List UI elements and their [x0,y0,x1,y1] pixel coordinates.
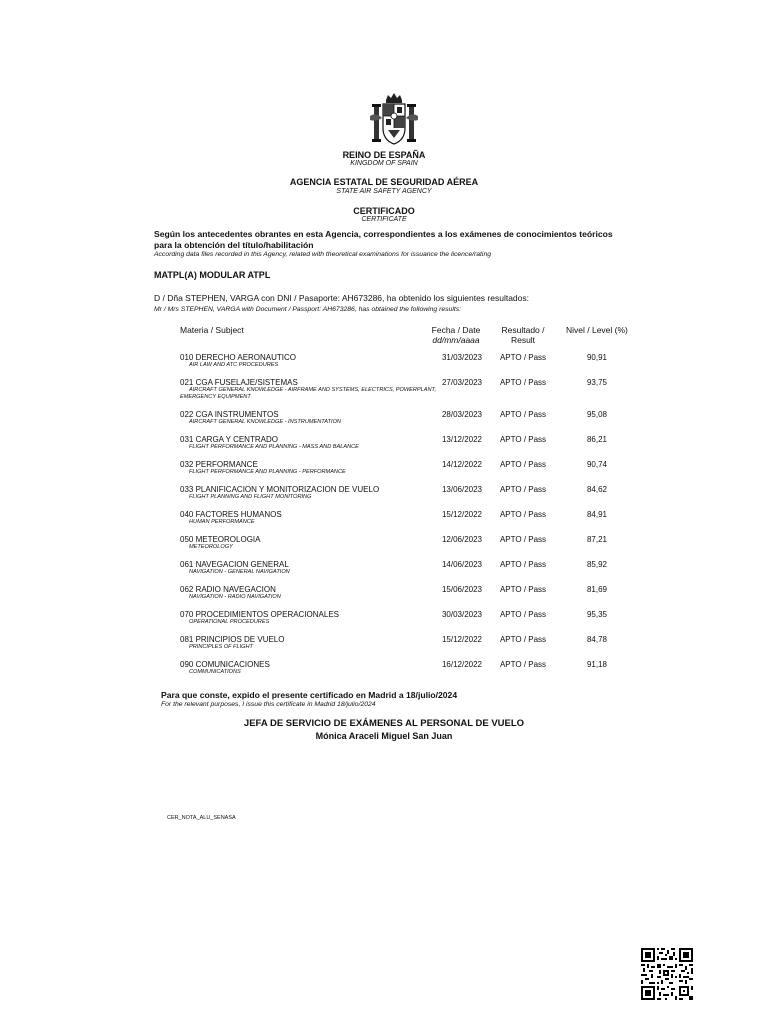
header-result-label: Resultado / [501,325,545,335]
row-result: APTO / Pass [499,410,547,419]
row-subject-en: NAVIGATION - GENERAL NAVIGATION [189,569,290,575]
row-subject-en: FLIGHT PERFORMANCE AND PLANNING - MASS AND BALANCE [189,444,359,450]
row-level: 87,21 [586,535,608,544]
row-level: 90,74 [586,460,608,469]
row-subject: 010 DERECHO AERONAUTICO [180,353,297,362]
row-subject-en: NAVIGATION - RADIO NAVIGATION [189,594,281,600]
row-result: APTO / Pass [499,435,547,444]
row-date: 30/03/2023 [441,610,482,619]
row-subject: 090 COMUNICACIONES [180,660,270,669]
row-date: 12/06/2023 [441,535,482,544]
row-level: 95,35 [586,610,608,619]
row-result: APTO / Pass [499,510,547,519]
row-subject-en: AIRCRAFT GENERAL KNOWLEDGE - AIRFRAME AND SYSTEMS, ELECTRICS, POWERPLANT, EMERGENCY EQUIPMENT [180,387,436,400]
row-subject-en: PRINCIPLES OF FLIGHT [189,644,253,650]
row-date: 27/03/2023 [441,378,482,387]
row-result: APTO / Pass [499,560,547,569]
row-subject: 061 NAVEGACION GENERAL [180,560,289,569]
qr-code-icon [641,948,693,1000]
row-date: 15/06/2023 [441,585,482,594]
row-subject-en: HUMAN PERFORMANCE [189,519,255,525]
header-date [430,325,482,345]
document-subtitle: CERTIFICATE [361,216,407,223]
header-result-label-en: Result [510,335,536,345]
row-date: 15/12/2022 [441,635,482,644]
closing-text-en: For the relevant purposes, I issue this certificate in Madrid 18/julio/2024 [161,701,376,708]
row-subject: 022 CGA INSTRUMENTOS [180,410,279,419]
kingdom-title: REINO DE ESPAÑA [342,150,426,160]
row-level: 93,75 [586,378,608,387]
row-subject: 040 FACTORES HUMANOS [180,510,282,519]
row-subject: 031 CARGA Y CENTRADO [180,435,278,444]
agency-subtitle: STATE AIR SAFETY AGENCY [336,188,432,195]
row-result: APTO / Pass [499,660,547,669]
row-subject: 033 PLANIFICACION Y MONITORIZACION DE VUELO [180,485,380,494]
header-level: Nivel / Level (%) [566,325,628,335]
kingdom-subtitle: KINGDOM OF SPAIN [350,160,418,167]
signatory-title: JEFA DE SERVICIO DE EXÁMENES AL PERSONAL DE VUELO [243,718,525,729]
licence-title: MATPL(A) MODULAR ATPL [154,270,271,280]
intro-text-en: According data files recorded in this Agency, related with theoretical examinations for issuance the licence/rating [154,251,492,258]
coat-of-arms-icon [366,92,422,148]
row-subject: 070 PROCEDIMIENTOS OPERACIONALES [180,610,340,619]
agency-title: AGENCIA ESTATAL DE SEGURIDAD AÉREA [289,177,479,187]
row-date: 28/03/2023 [441,410,482,419]
row-subject: 021 CGA FUSELAJE/SISTEMAS [180,378,298,387]
row-result: APTO / Pass [499,610,547,619]
row-level: 95,08 [586,410,608,419]
row-subject-en: COMMUNICATIONS [189,669,241,675]
row-subject: 062 RADIO NAVEGACION [180,585,276,594]
row-subject-en: AIR LAW AND ATC PROCEDURES [189,362,279,368]
row-result: APTO / Pass [499,378,547,387]
header-subject: Materia / Subject [180,325,244,335]
row-date: 16/12/2022 [441,660,482,669]
row-subject-en: METEOROLOGY [189,544,233,550]
row-subject-en: FLIGHT PERFORMANCE AND PLANNING - PERFORMANCE [189,469,346,475]
closing-text: Para que conste, expido el presente certificado en Madrid a 18/julio/2024 [161,690,458,700]
document-title: CERTIFICADO [353,206,415,216]
row-subject: 032 PERFORMANCE [180,460,258,469]
row-level: 91,18 [586,660,608,669]
row-result: APTO / Pass [499,460,547,469]
row-date: 13/12/2022 [441,435,482,444]
row-result: APTO / Pass [499,635,547,644]
header-date-format: dd/mm/aaaa [432,335,480,345]
row-level: 86,21 [586,435,608,444]
row-date: 14/12/2022 [441,460,482,469]
signatory-name: Mónica Araceli Miguel San Juan [315,731,453,741]
row-level: 90,91 [586,353,608,362]
row-result: APTO / Pass [499,535,547,544]
row-result: APTO / Pass [499,353,547,362]
row-date: 31/03/2023 [441,353,482,362]
row-result: APTO / Pass [499,585,547,594]
header-date-label: Fecha / Date [431,325,481,335]
document-code: CER_NOTA_ALU_SENASA [167,815,236,821]
row-level: 84,78 [586,635,608,644]
holder-line: D / Dña STEPHEN, VARGA con DNI / Pasaporte: AH673286, ha obtenido los siguientes resultados: [154,293,529,303]
row-subject: 050 METEOROLOGIA [180,535,261,544]
row-subject-en: AIRCRAFT GENERAL KNOWLEDGE - INSTRUMENTATION [189,419,341,425]
row-subject-en: OPERATIONAL PROCEDURES [189,619,270,625]
row-result: APTO / Pass [499,485,547,494]
row-date: 15/12/2022 [441,510,482,519]
row-subject-en: FLIGHT PLANNING AND FLIGHT MONITORING [189,494,312,500]
row-level: 81,69 [586,585,608,594]
row-subject: 081 PRINCIPIOS DE VUELO [180,635,285,644]
intro-text: Según los antecedentes obrantes en esta Agencia, correspondientes a los exámenes de conocimientos teóricos para la obtención del título/habilitación [154,229,613,250]
header-result [495,325,551,345]
row-level: 85,92 [586,560,608,569]
holder-line-en: Mr / Mrs STEPHEN, VARGA with Document / Passport: AH673286, has obtained the following results: [154,306,461,313]
row-level: 84,62 [586,485,608,494]
row-date: 13/06/2023 [441,485,482,494]
row-level: 84,91 [586,510,608,519]
row-date: 14/06/2023 [441,560,482,569]
